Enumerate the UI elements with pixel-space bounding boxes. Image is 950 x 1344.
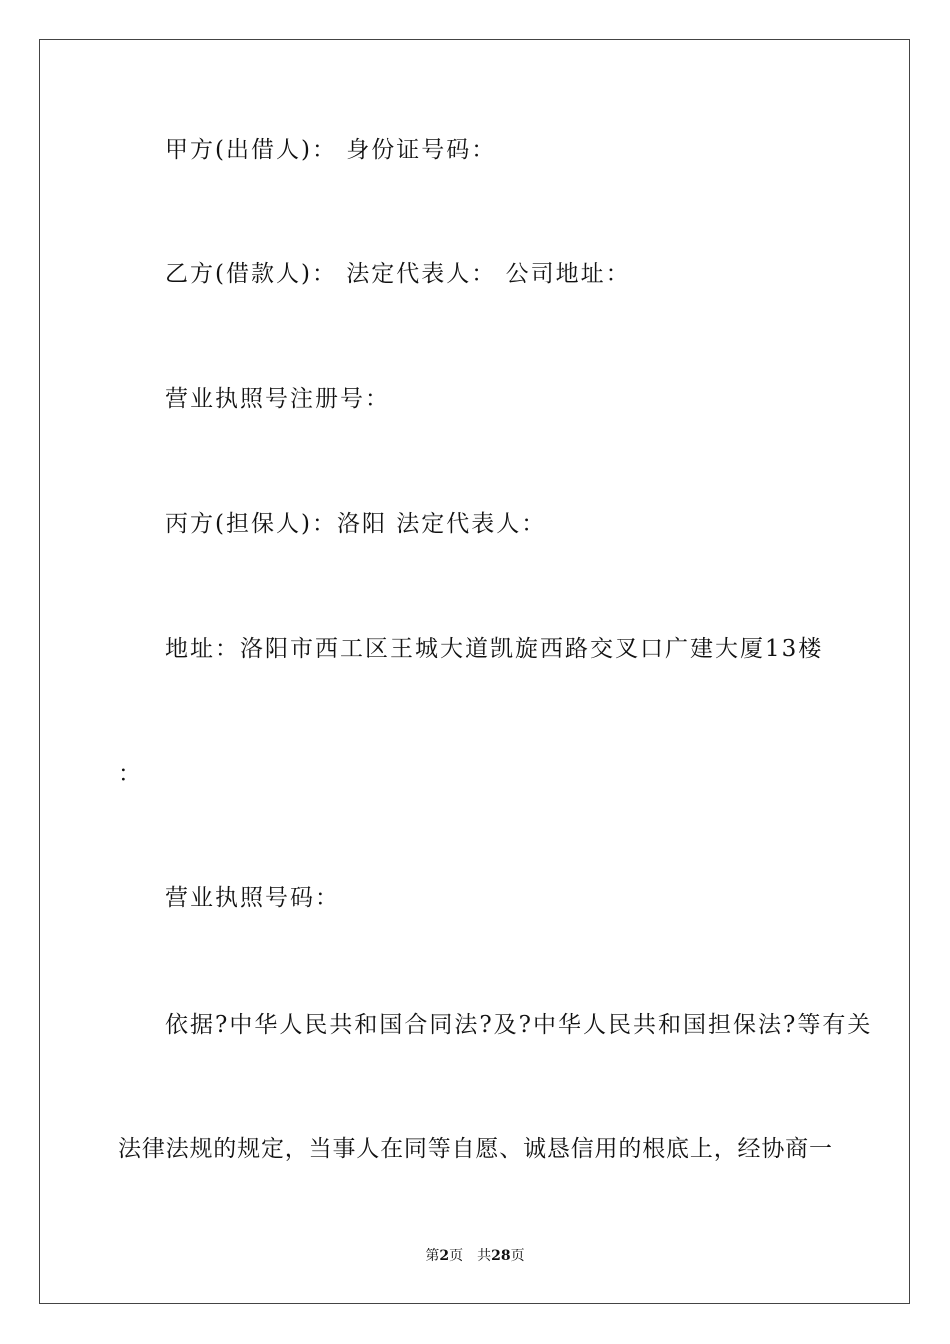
business-license-number-line: 营业执照号码： [165, 885, 340, 911]
page-footer [0, 1247, 950, 1265]
page-prefix: 第 [425, 1248, 440, 1264]
total-pages: 28 [491, 1248, 511, 1264]
guarantor-line: 丙方(担保人)：洛阳 法定代表人： [165, 511, 547, 537]
borrower-line: 乙方(借款人)： 法定代表人： 公司地址： [165, 261, 631, 287]
business-license-registration-line: 营业执照号注册号： [165, 386, 390, 412]
address-line: 地址：洛阳市西工区王城大道凯旋西路交叉口广建大厦13楼 [165, 636, 824, 662]
total-prefix: 共 [477, 1248, 492, 1264]
basis-paragraph-line-1: 依据?中华人民共和国合同法?及?中华人民共和国担保法?等有关 [165, 1012, 873, 1038]
page-border [39, 39, 910, 1304]
page-unit: 页 [449, 1248, 464, 1264]
basis-paragraph-line-2: 法律法规的规定，当事人在同等自愿、诚恳信用的根底上，经协商一 [118, 1136, 832, 1162]
address-continuation-line: ： [118, 761, 143, 787]
total-unit: 页 [510, 1248, 525, 1264]
lender-line: 甲方(出借人)： 身份证号码： [165, 137, 497, 163]
page-number: 2 [439, 1248, 450, 1264]
